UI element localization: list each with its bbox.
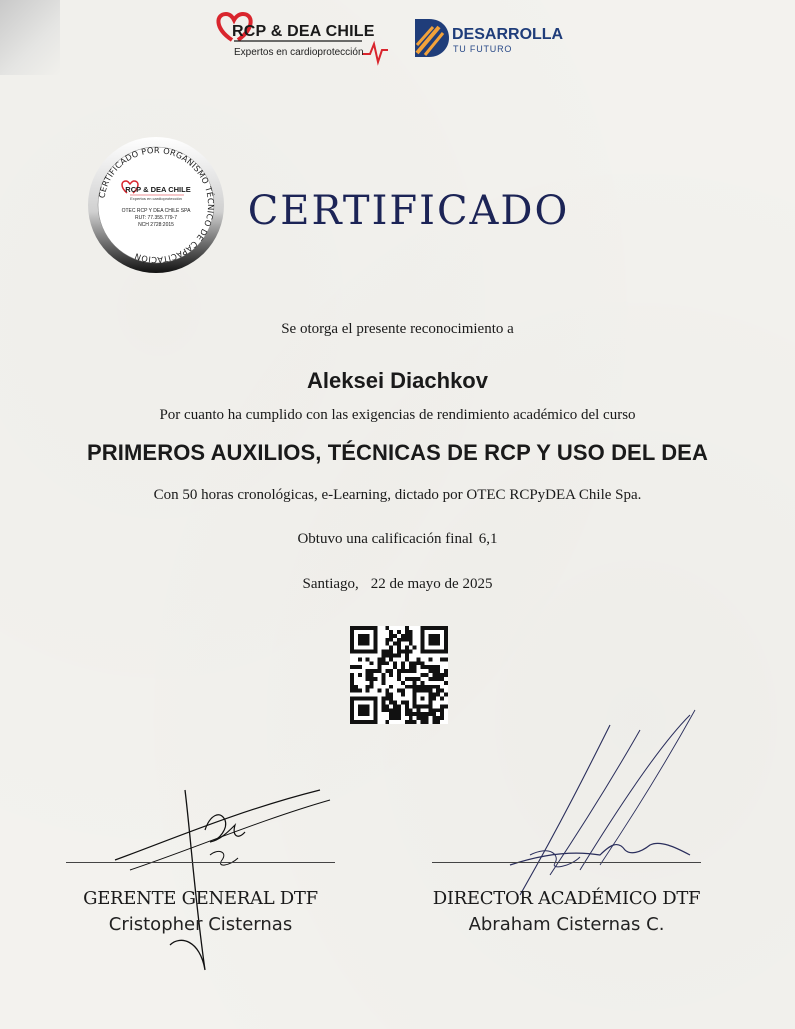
corner-shadow (0, 0, 60, 75)
left-signature-icon (110, 770, 340, 980)
right-signature-icon (500, 705, 710, 905)
right-signer-role: DIRECTOR ACADÉMICO DTF (432, 888, 701, 909)
seal-tagline: Expertos en cardioprotección (130, 196, 182, 201)
right-signature-line (432, 862, 701, 863)
because-text: Por cuanto ha cumplido con las exigencias de rendimiento académico del curso (159, 407, 636, 423)
certificate-title: CERTIFICADO (247, 188, 570, 234)
course-name: PRIMEROS AUXILIOS, TÉCNICAS DE RCP Y USO DEL DEA (87, 440, 708, 465)
seal-line-1: OTEC RCP Y DEA CHILE SPA (121, 208, 191, 214)
right-signer-name: Abraham Cisternas C. (468, 914, 665, 935)
place: Santiago, (302, 576, 359, 592)
seal-brand: RCP & DEA CHILE (125, 185, 191, 194)
rcp-dea-chile-logo (212, 10, 392, 68)
desarrolla-brand-text: DESARROLLA (452, 26, 564, 43)
desarrolla-tagline: TU FUTURO (453, 44, 513, 54)
grade-value: 6,1 (478, 531, 498, 547)
left-signer-role: GERENTE GENERAL DTF (83, 888, 318, 909)
seal-line-3: NCH 2728:2015 (138, 222, 174, 228)
left-signature-line (66, 862, 335, 863)
grade-label: Obtuvo una calificación final (297, 531, 473, 547)
rcp-brand-text: RCP & DEA CHILE (232, 23, 375, 40)
left-signer-name: Cristopher Cisternas (108, 914, 293, 935)
grade-row (0, 531, 795, 548)
desarrolla-logo (413, 17, 563, 62)
hours-text: Con 50 horas cronológicas, e-Learning, dictado por OTEC RCPyDEA Chile Spa. (153, 487, 642, 503)
issue-date: 22 de mayo de 2025 (370, 576, 493, 592)
seal-line-2: RUT: 77.355.779-7 (135, 215, 177, 221)
seal-ring-text: CERTIFICADO POR ORGANISMO TÉCNICO DE CAPACITACIÓN (96, 144, 217, 266)
qr-code-icon[interactable] (350, 626, 448, 724)
place-date-row (0, 576, 795, 593)
rcp-tagline: Expertos en cardioprotección (234, 47, 364, 58)
desarrolla-d-icon (413, 19, 451, 59)
recipient-name: Aleksei Diachkov (307, 368, 488, 393)
grant-text: Se otorga el presente reconocimiento a (281, 321, 514, 337)
